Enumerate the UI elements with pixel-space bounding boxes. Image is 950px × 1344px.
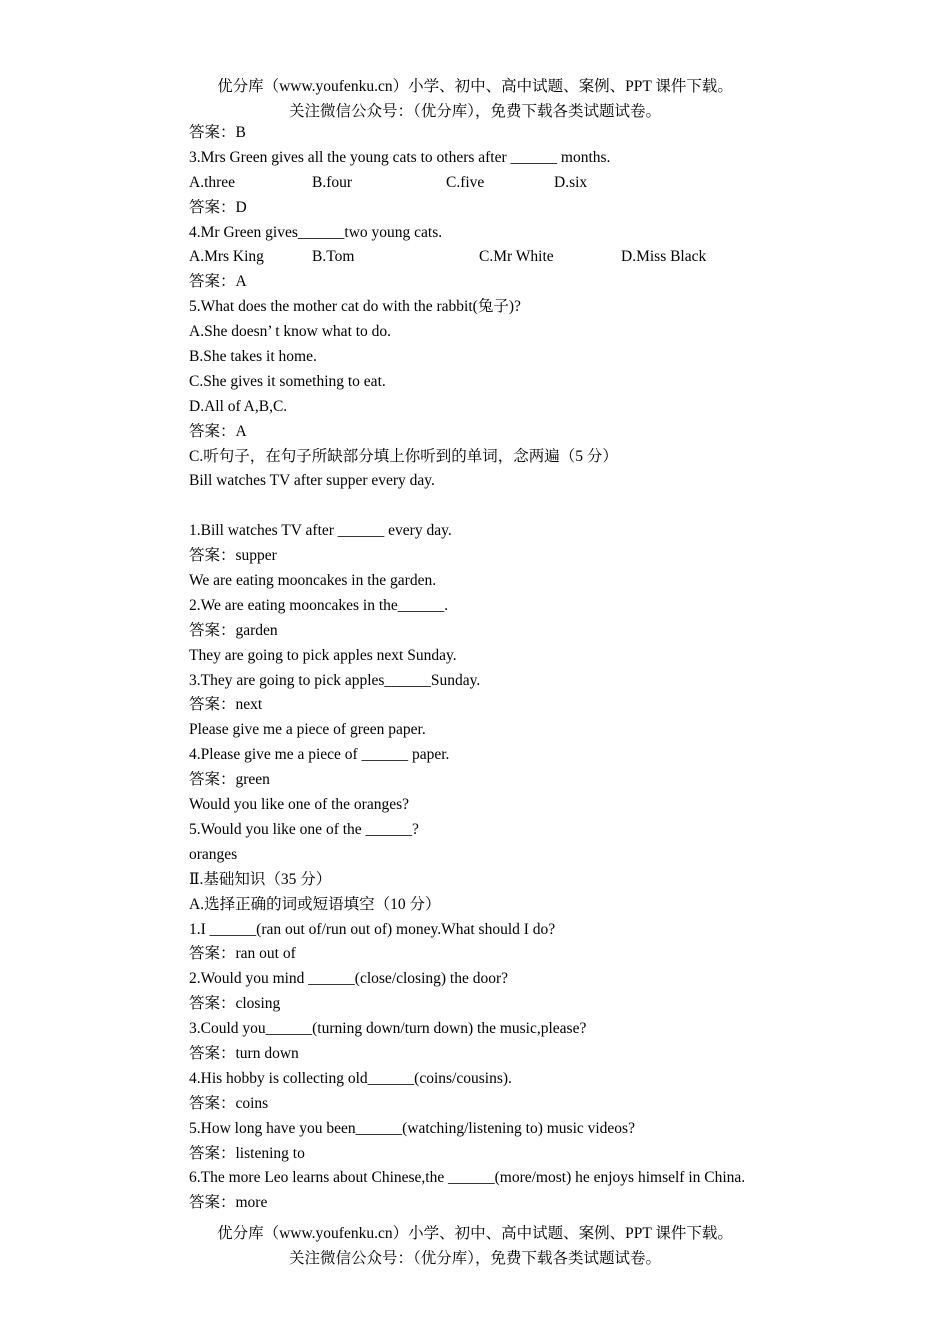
- option-b: B.four: [312, 173, 353, 191]
- listening-sentence: Please give me a piece of green paper.: [189, 721, 426, 739]
- answer-text: 答案：turn down: [189, 1044, 299, 1062]
- question-text: 3.Mrs Green gives all the young cats to others after ______ months.: [189, 148, 611, 166]
- answer-text: oranges: [189, 845, 238, 863]
- option-d: D.six: [554, 173, 588, 191]
- options-row: [189, 245, 909, 270]
- listening-sentence: They are going to pick apples next Sunday.: [189, 646, 457, 664]
- subsection-title: A.选择正确的词或短语填空（10 分）: [189, 895, 441, 913]
- section-title: C.听句子，在句子所缺部分填上你听到的单词，念两遍（5 分）: [189, 447, 618, 465]
- answer-text: 答案：next: [189, 696, 263, 714]
- option-d: D.All of A,B,C.: [189, 397, 288, 415]
- answer-text: 答案：A: [189, 273, 247, 291]
- footer-line-1: 优分库（www.youfenku.cn）小学、初中、高中试题、案例、PPT 课件下载。: [217, 1225, 733, 1242]
- question-text: 2.Would you mind ______(close/closing) the door?: [189, 970, 509, 988]
- answer-text: 答案：green: [189, 771, 270, 789]
- question-text: 5.Would you like one of the ______?: [189, 820, 419, 838]
- option-b: B.She takes it home.: [189, 348, 317, 366]
- option-c: C.She gives it something to eat.: [189, 372, 386, 390]
- question-text: 4.Mr Green gives______two young cats.: [189, 223, 443, 241]
- answer-text: 答案：closing: [189, 995, 281, 1013]
- answer-text: 答案：garden: [189, 621, 278, 639]
- listening-sentence: We are eating mooncakes in the garden.: [189, 572, 437, 590]
- option-d: D.Miss Black: [621, 248, 707, 266]
- section-title: Ⅱ.基础知识（35 分）: [189, 870, 332, 888]
- question-text: 4.Please give me a piece of ______ paper.: [189, 746, 450, 764]
- option-a: A.She doesn’ t know what to do.: [189, 323, 392, 341]
- answer-text: 答案：A: [189, 422, 247, 440]
- option-c: C.five: [446, 173, 485, 191]
- header-line-2: 关注微信公众号：（优分库），免费下载各类试题试卷。: [288, 103, 661, 120]
- question-text: 1.Bill watches TV after ______ every day.: [189, 522, 452, 540]
- option-a: A.three: [189, 173, 236, 191]
- answer-text: 答案：D: [189, 198, 247, 216]
- blank-line: [189, 494, 909, 519]
- header-line-1: 优分库（www.youfenku.cn）小学、初中、高中试题、案例、PPT 课件下载。: [217, 78, 733, 95]
- question-text: 5.How long have you been______(watching/listening to) music videos?: [189, 1119, 635, 1137]
- listening-sentence: Bill watches TV after supper every day.: [189, 472, 435, 490]
- question-text: 3.They are going to pick apples______Sunday.: [189, 671, 481, 689]
- answer-text: 答案：ran out of: [189, 945, 296, 963]
- listening-sentence: Would you like one of the oranges?: [189, 796, 409, 814]
- question-text: 4.His hobby is collecting old______(coins/cousins).: [189, 1069, 512, 1087]
- option-a: A.Mrs King: [189, 248, 264, 266]
- document-body: [189, 121, 909, 1216]
- question-text: 3.Could you______(turning down/turn down) the music,please?: [189, 1020, 587, 1038]
- options-row: [189, 171, 909, 196]
- answer-text: 答案：listening to: [189, 1144, 305, 1162]
- answer-text: 答案：B: [189, 124, 246, 141]
- answer-text: 答案：more: [189, 1194, 268, 1212]
- answer-text: 答案：coins: [189, 1094, 269, 1112]
- footer-line-2: 关注微信公众号：（优分库），免费下载各类试题试卷。: [288, 1250, 661, 1267]
- question-text: 5.What does the mother cat do with the rabbit(兔子)?: [189, 298, 521, 316]
- question-text: 1.I ______(ran out of/run out of) money.What should I do?: [189, 920, 556, 938]
- option-b: B.Tom: [312, 248, 355, 266]
- question-text: 2.We are eating mooncakes in the______.: [189, 596, 449, 614]
- question-text: 6.The more Leo learns about Chinese,the ______(more/most) he enjoys himself in China.: [189, 1169, 746, 1187]
- answer-text: 答案：supper: [189, 547, 277, 565]
- option-c: C.Mr White: [479, 248, 554, 266]
